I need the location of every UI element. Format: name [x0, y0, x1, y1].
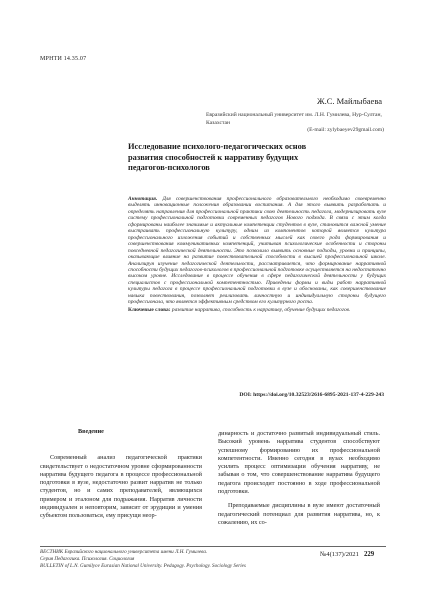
body-paragraph: Преподаваемые дисциплины в вузе имеют достаточный педагогический потенциал для развития нарратива, но, к сожалению, их со-: [218, 502, 380, 526]
journal-footer: [40, 549, 320, 569]
footer-divider: [40, 546, 386, 547]
issue-number: №4(137)/2021: [320, 551, 359, 558]
affiliation: [206, 112, 384, 135]
abstract-text: Для совершенствования профессионального образовательного необходимо своевременно выделять инновационные положения образовании воспитания. А для этого выявить разработать и определять направления для профессиональной практики свою деятельность педагога, модернизировать вузе систему профессиональной подготовки современных педагогов Нового подхода. В связи с этим когда сформированы наиболее значимые и актуальные компетенции студентов в вузе, становится важной умение выстраивать профессиональную культуру, одним из компонентов которой является культура профессионального изложения событий и собственных мыслей как своего рода формирования и совершенствования коммуникативных компетенций, учитывая психологические особенности и стороны повседневной педагогической деятельности. Это позволило выявить основные подходы, уровни и принципы, оказывающие влияние на развитие повествовательной способности в высшей профессиональной школе. Анализируя изучение педагогической деятельности, рассматривается, что формирование нарративной способности будущих педагогов-психологов в профессиональной подготовке осуществляется на недостаточно высоком уровне. Исследование в процессе обучения в сфере педагогической деятельности у будущих специалистов с профессиональной компетентностью. Приведены формы и виды работ нарративной культуры педагога в процессе профессиональной подготовки в вузе и обоснованы, как совершенствование навыка повествования, позволяет реализовать личностную и индивидуальную стороны будущего профессионала, что является эффективным средством его культурного роста.: [128, 196, 386, 306]
title-line: педагогов-психологов: [128, 163, 210, 173]
footer-line: ВЕСТНИК Евразийского национального университета имени Л.Н. Гумилева.: [40, 549, 208, 555]
title-line: развития способностей к нарративу будущих: [128, 152, 299, 162]
abstract: [128, 196, 386, 313]
keywords-text: развитие нарратива, способность к нарративу, обучение будущих педагогов.: [171, 306, 351, 313]
footer-line: Серия Педагогика. Психология. Социология: [40, 555, 135, 562]
body-paragraph: Современный анализ педагогической практики свидетельствует о недостаточном уровне сформированности нарратива будущего педагога в процессе профессиональной подготовки в вузе, недостаточно развит нарратив не только студентов, но и самих преподавателей, являющихся примером и эталоном для подражания. Нарратив личности индивидуален и неповторим, зависит от эрудиции и умения субъектом пользоваться, ему присущи неор-: [40, 454, 202, 520]
title-line: Исследование психолого-педагогических основ: [128, 142, 307, 151]
keywords-label: Ключевые слова:: [128, 306, 171, 313]
author-name: Ж.С. Майлыбаева: [316, 96, 382, 106]
affiliation-line: Евразийский национальный университет им. Л.Н. Гумилева, Нур-Султан, Казахстан: [206, 112, 382, 126]
footer-line: BULLETIN of L.N. Gumilyov Eurasian National University. Pedagogy. Psychology. Sociology Series: [40, 562, 246, 569]
doi-link[interactable]: DOI: https://doi.org/10.32523/2616-6895-2021-137-4-229-243: [239, 392, 384, 398]
body-paragraph: динарность и достаточно развитый индивидуальный стиль. Высокий уровень нарратива студентов способствуют успешному формированию их профессиональной компетентности. Именно сегодня в вузах необходимо усилить процесс оптимизации обучения нарративу, не забывая о том, что совершенствование нарратива будущего педагога происходит постоянно в ходе профессиональной подготовки.: [218, 430, 380, 496]
abstract-label: Аннотация.: [128, 196, 158, 202]
article-title: [128, 142, 378, 174]
affiliation-email: (E-mail: zylybaeyev29gmail.com): [307, 127, 384, 134]
right-column: [218, 430, 380, 527]
page-number: 229: [364, 551, 375, 558]
section-heading: Введение: [78, 428, 104, 435]
grntu-code: МРНТИ 14.35.07: [40, 56, 87, 62]
left-column: [40, 428, 202, 521]
keywords: [128, 307, 386, 313]
